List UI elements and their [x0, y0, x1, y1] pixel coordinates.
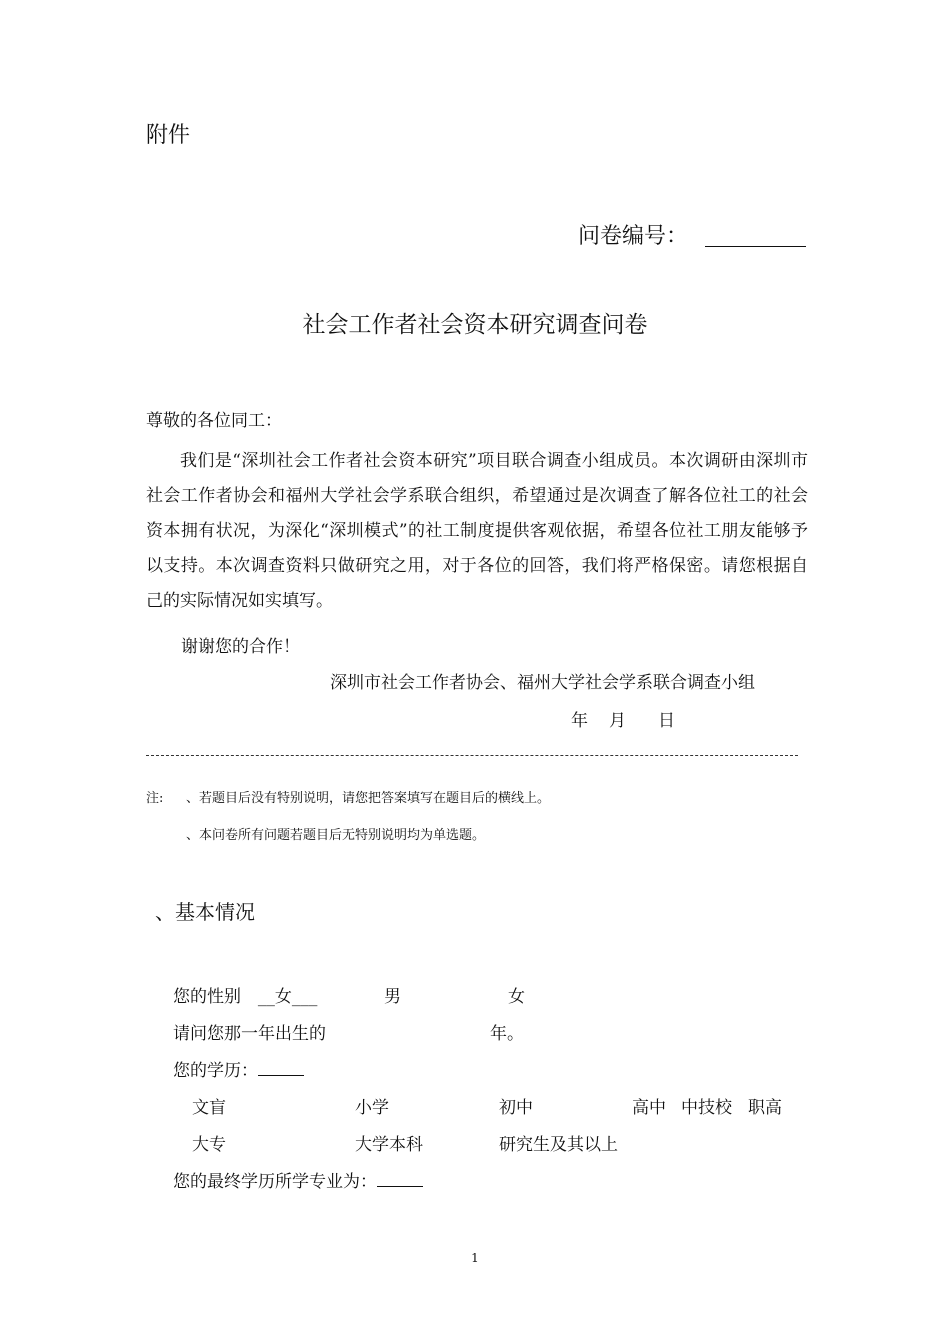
education-option-vocational-high[interactable]: 职高 — [748, 1098, 782, 1118]
education-option-high-school[interactable]: 高中 — [632, 1098, 666, 1118]
major-answer-field[interactable] — [377, 1170, 423, 1187]
separator-line — [146, 755, 798, 756]
note-item: 、若题目后没有特别说明，请您把答案填写在题目后的横线上。 — [186, 791, 551, 806]
gender-label: 您的性别 — [173, 987, 241, 1007]
note-prefix: 注: — [146, 791, 164, 806]
gender-answer-field[interactable] — [258, 987, 318, 1007]
date-year: 年 — [571, 711, 588, 731]
gender-question — [173, 982, 317, 1007]
date-day: 日 — [658, 711, 675, 731]
gender-option-female[interactable]: 女 — [508, 987, 525, 1007]
birth-year-suffix: 年。 — [490, 1024, 524, 1044]
education-option-postgraduate[interactable]: 研究生及其以上 — [499, 1135, 618, 1155]
section-title: 、基本情况 — [155, 900, 255, 924]
birth-year-field[interactable] — [345, 1019, 485, 1041]
gender-answer-prefix: __ — [257, 987, 275, 1007]
education-option-tech-school[interactable]: 中技校 — [681, 1098, 732, 1118]
note-item: 、本问卷所有问题若题目后无特别说明均为单选题。 — [186, 828, 486, 843]
intro-block — [146, 444, 808, 619]
gender-option-male[interactable]: 男 — [384, 987, 401, 1007]
education-option-junior-high[interactable]: 初中 — [499, 1098, 533, 1118]
intro-paragraph: 我们是“深圳社会工作者社会资本研究”项目联合调查小组成员。本次调研由深圳市社会工作者协会和福州大学社会学系联合组织，希望通过是次调查了解各位社工的社会资本拥有状况，为深化“深圳模式”的社工制度提供客观依据，希望各位社工朋友能够予以支持。本次调查资料只做研究之用，对于各位的回答，我们将严格保密。请您根据自己的实际情况如实填写。 — [146, 451, 808, 611]
page-number: 1 — [471, 1251, 479, 1265]
education-option-bachelor[interactable]: 大学本科 — [355, 1135, 423, 1155]
date-month: 月 — [609, 711, 626, 731]
thanks-line: 谢谢您的合作！ — [181, 637, 300, 657]
education-option-illiterate[interactable]: 文盲 — [192, 1098, 226, 1118]
education-question — [173, 1056, 304, 1081]
document-title: 社会工作者社会资本研究调查问卷 — [302, 312, 648, 338]
education-option-college[interactable]: 大专 — [192, 1135, 226, 1155]
major-label: 您的最终学历所学专业为： — [173, 1172, 377, 1192]
gender-answer: 女 — [274, 987, 292, 1007]
education-label: 您的学历： — [173, 1061, 258, 1081]
questionnaire-number-field[interactable] — [705, 246, 806, 247]
education-option-primary[interactable]: 小学 — [355, 1098, 389, 1118]
questionnaire-number-label: 问卷编号： — [578, 224, 689, 249]
gender-answer-suffix: ___ — [291, 987, 318, 1007]
salutation: 尊敬的各位同工： — [146, 411, 282, 431]
birth-year-label: 请问您那一年出生的 — [173, 1024, 326, 1044]
attachment-label: 附件 — [146, 123, 191, 148]
signer-line: 深圳市社会工作者协会、福州大学社会学系联合调查小组 — [330, 673, 755, 693]
major-question — [173, 1167, 423, 1192]
education-answer-field[interactable] — [258, 1059, 304, 1076]
